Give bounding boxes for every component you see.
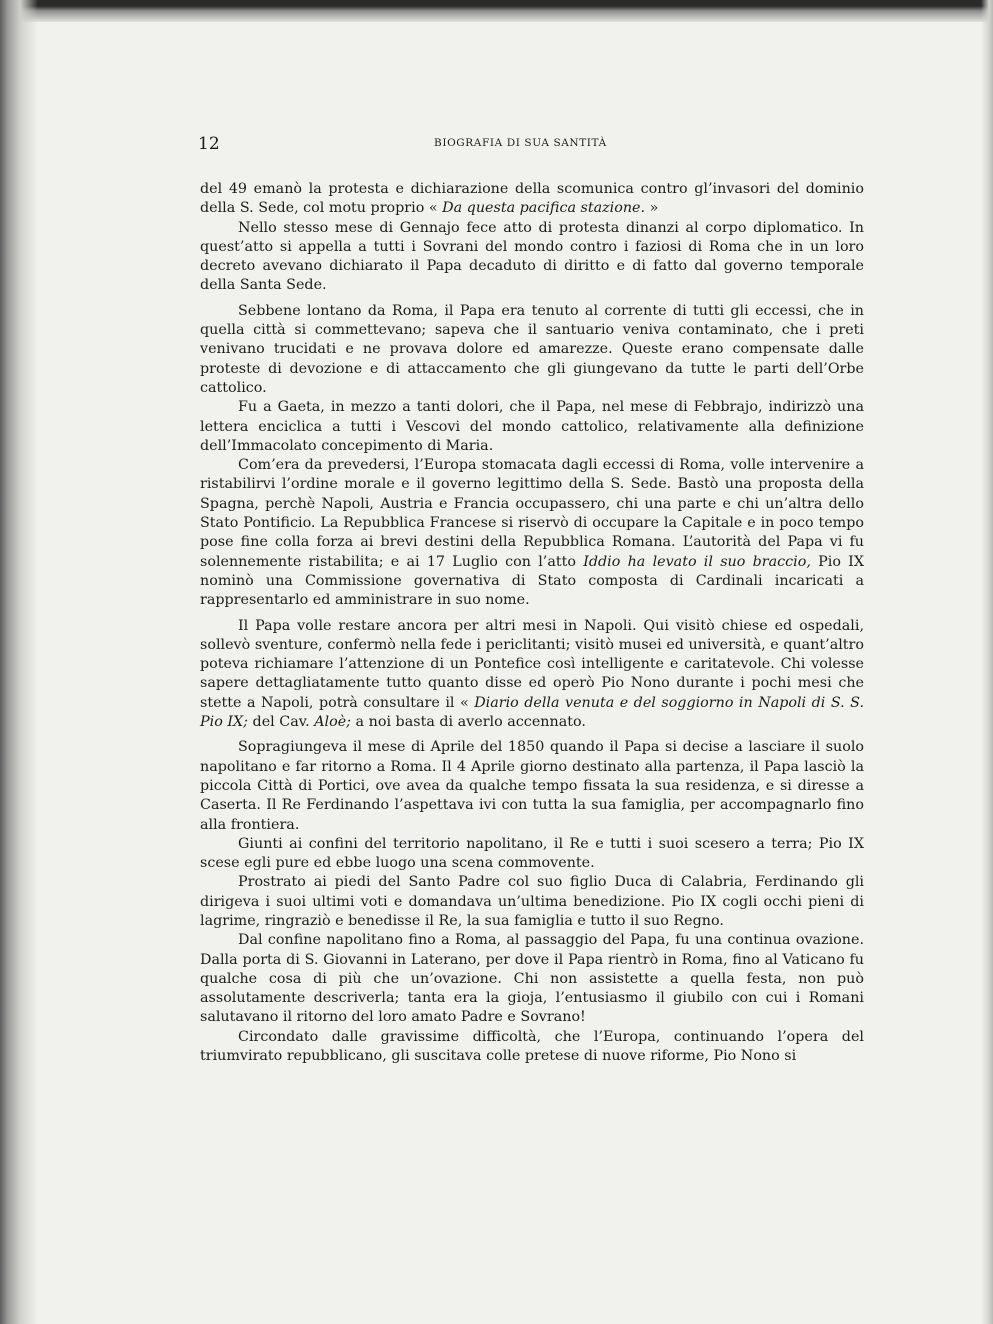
text-run: Nello stesso mese di Gennajo fece atto di protesta dinanzi al corpo diplomatico. In quest’atto si appella a tutti i Sovrani del mondo contro i faziosi di Roma che in un loro decreto avevano dichiarato il Papa decaduto di diritto e di fatto dal governo temporale della Santa Sede. (200, 219, 864, 294)
text-run: Giunti ai confini del territorio napolitano, il Re e tutti i suoi scesero a terra; Pio IX scese egli pure ed ebbe luogo una scena commovente. (200, 835, 864, 872)
paragraph (200, 738, 864, 834)
italic-text: Da questa pacifica stazione. (442, 200, 646, 217)
text-run: Com’era da prevedersi, l’Europa stomacata dagli eccessi di Roma, volle intervenire a ristabilirvi l’ordine morale e il governo legittimo della S. Sede. Bastò una proposta della Spagna, perchè Napoli, Austria e Francia occupassero, chi una parte e chi un’altra dello Stato Pontificio. La Repubblica Francese si riservò di occupare la Capitale e in poco tempo pose fine colla forza ai brevi destini della Repubblica Romana. L’autorità del Papa vi fu solennemente ristabilita; e ai 17 Luglio con l’atto (200, 457, 864, 570)
paragraph (200, 456, 864, 610)
scan-edge-left (0, 0, 38, 1324)
text-run: » (645, 200, 659, 217)
paragraph (200, 1028, 864, 1067)
scan-edge-top (0, 0, 993, 22)
paragraph (200, 398, 864, 456)
running-head: BIOGRAFIA DI SUA SANTITÀ (434, 137, 607, 149)
paragraph (200, 180, 864, 219)
text-run: Fu a Gaeta, in mezzo a tanti dolori, che il Papa, nel mese di Febbrajo, indirizzò una lettera enciclica a tutti i Vescovi del mondo cattolico, relativamente alla definizione dell’Immacolato concepimento di Maria. (200, 399, 864, 454)
body-text (200, 180, 864, 1066)
text-run: Pio IX nominò una Commissione governativa di Stato composta di Cardinali incaricati a rappresentarlo ed amministrare in suo nome. (200, 553, 865, 609)
paragraph (200, 931, 864, 1027)
text-run: del Cav. (248, 714, 315, 731)
italic-text: Aloè; (314, 714, 352, 731)
paragraph (200, 302, 864, 398)
italic-text: Diario della venuta e del soggiorno in Napoli di S. S. Pio IX; (200, 694, 864, 731)
text-run: Il Papa volle restare ancora per altri mesi in Napoli. Qui visitò chiese ed ospedali, sollevò sventure, confermò nella fede i periclitanti; visitò musei ed università, e quant’altro poteva richiamare l’attenzione di un Pontefice così intelligente e caritatevole. Chi volesse sapere dettagliatamente tutto quanto disse ed operò Pio Nono durante i pochi mesi che stette a Napoli, potrà consultare il « (200, 617, 864, 711)
text-run: Sebbene lontano da Roma, il Papa era tenuto al corrente di tutti gli eccessi, che in quella città si commettevano; sapeva che il santuario veniva contaminato, che i preti venivano trucidati e ne provava dolore ed amarezze. Queste erano compensate dalle proteste di devozione e di attaccamento che gli giungevano da tutte le parti dell’Orbe cattolico. (200, 302, 864, 396)
text-run: del 49 emanò la protesta e dichiarazione della scomunica contro gl’invasori del dominio della S. Sede, col motu proprio « (200, 181, 864, 217)
italic-text: Iddio ha levato il suo braccio, (583, 553, 811, 570)
paragraph (200, 219, 864, 296)
scan-edge-right (981, 0, 993, 1324)
paragraph (200, 835, 864, 874)
text-run: Sopragiungeva il mese di Aprile del 1850 quando il Papa si decise a lasciare il suolo napolitano e far ritorno a Roma. Il 4 Aprile giorno destinato alla partenza, il Papa lasciò la piccola Città di Portici, ove avea da qualche tempo fissata la sua residenza, e si diresse a Caserta. Il Re Ferdinando l’aspettava ivi con tutta la sua famiglia, per accompagnarlo fino alla frontiera. (200, 739, 864, 833)
paragraph (200, 873, 864, 931)
page-header (198, 134, 863, 156)
paragraph (200, 617, 864, 733)
text-run: Dal confine napolitano fino a Roma, al passaggio del Papa, fu una continua ovazione. Dalla porta di S. Giovanni in Laterano, per dove il Papa rientrò in Roma, fino al Vaticano fu qualche cosa di più che un’ovazione. Chi non assistette a quella festa, non può assolutamente descriverla; tanta era la gioja, l’entusiasmo il giubilo con cui i Romani salutavano il ritorno del loro amato Padre e Sovrano! (200, 932, 864, 1026)
page-number: 12 (198, 134, 220, 154)
text-run: Circondato dalle gravissime difficoltà, che l’Europa, continuando l’opera del triumvirato repubblicano, gli suscitava colle pretese di nuove riforme, Pio Nono si (200, 1028, 864, 1065)
text-run: a noi basta di averlo accennato. (351, 714, 586, 731)
text-run: Prostrato ai piedi del Santo Padre col suo figlio Duca di Calabria, Ferdinando gli dirigeva i suoi ultimi voti e domandava un’ultima benedizione. Pio IX cogli occhi pieni di lagrime, ringraziò e benedisse il Re, la sua famiglia e tutto il suo Regno. (200, 874, 864, 929)
